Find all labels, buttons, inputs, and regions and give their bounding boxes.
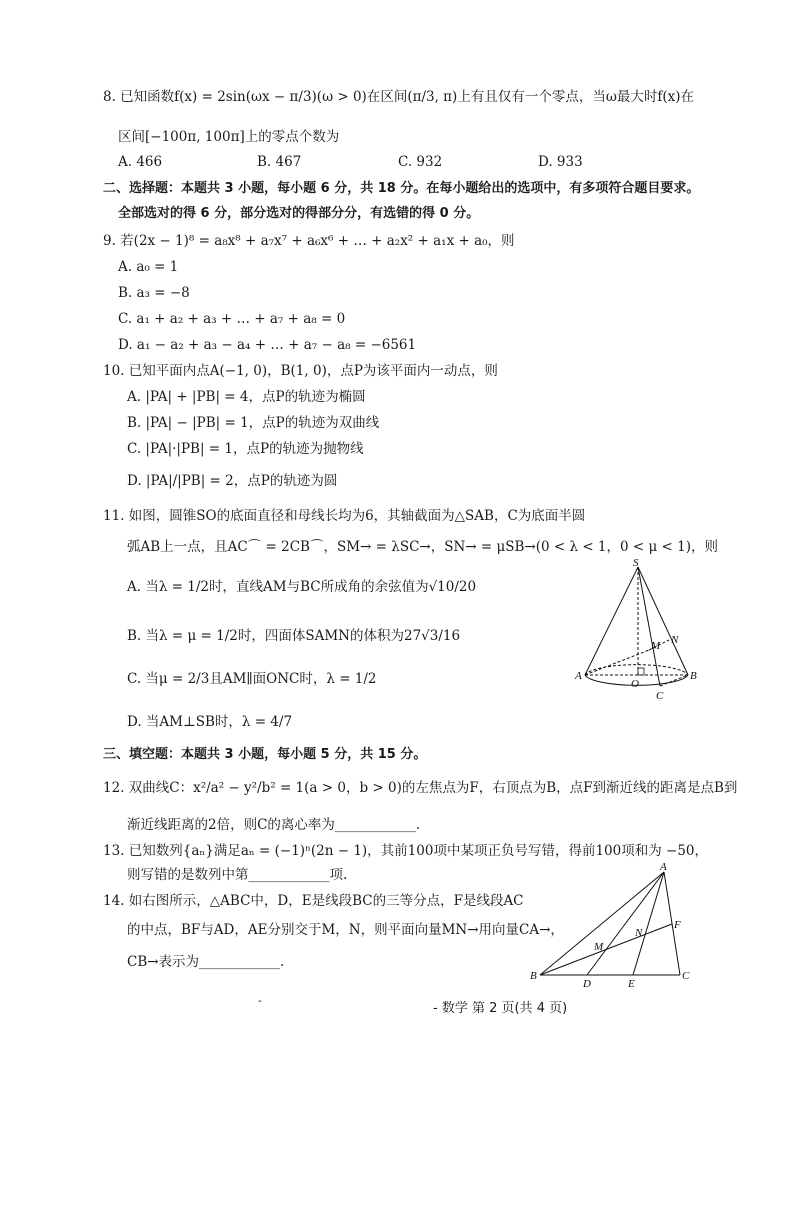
cone-edge-sa: [585, 567, 638, 675]
q11-option-d: D. 当AM⊥SB时，λ = 4/7: [127, 714, 293, 730]
q8-option-a: A. 466: [118, 154, 163, 170]
section2-note: 全部选对的得 6 分，部分选对的得部分分，有选错的得 0 分。: [118, 206, 480, 221]
label-n: N: [671, 634, 679, 646]
label-n: N: [635, 927, 643, 939]
q11-line2: 弧AB上一点，且AC⌒ = 2CB⌒，SM→ = λSC→，SN→ = μSB→(0 < λ < 1，0 < μ < 1)，则: [127, 539, 719, 555]
q11-line1: 11. 如图，圆锥SO的底面直径和母线长均为6，其轴截面为△SAB，C为底面半圆: [103, 508, 586, 524]
q12-line1: 12. 双曲线C：x²/a² − y²/b² = 1(a > 0，b > 0)的左焦点为F，右顶点为B，点F到渐近线的距离是点B到: [103, 780, 738, 796]
label-d: D: [583, 978, 591, 990]
q10-option-b: B. |PA| − |PB| = 1，点P的轨迹为双曲线: [127, 415, 380, 431]
section2-title: 二、选择题：本题共 3 小题，每小题 6 分，共 18 分。在每小题给出的选项中，有多项符合题目要求。: [103, 181, 700, 196]
label-s: S: [633, 557, 639, 569]
q12-line2: 渐近线距离的2倍，则C的离心率为____________.: [127, 817, 421, 833]
q8-line2: 区间[−100π, 100π]上的零点个数为: [118, 129, 340, 145]
segment-ad: [587, 872, 664, 975]
q11-option-b: B. 当λ = μ = 1/2时，四面体SAMN的体积为27√3/16: [127, 628, 461, 644]
label-o: O: [631, 678, 639, 690]
q14-line3: CB→表示为____________.: [127, 954, 285, 970]
label-c: C: [682, 970, 690, 982]
label-m: M: [651, 640, 661, 652]
segment-am: [585, 650, 649, 675]
q11-option-c: C. 当μ = 2/3且AM∥面ONC时，λ = 1/2: [127, 671, 377, 687]
right-angle-mark: [638, 668, 644, 675]
label-b: B: [530, 970, 537, 982]
footer-dash: -: [258, 994, 262, 1007]
q9-stem: 9. 若(2x − 1)⁸ = a₈x⁸ + a₇x⁷ + a₆x⁶ + … + a₂x² + a₁x + a₀，则: [103, 233, 515, 249]
label-b: B: [690, 670, 697, 682]
triangle-figure: [528, 860, 698, 990]
q10-option-c: C. |PA|·|PB| = 1，点P的轨迹为抛物线: [127, 441, 364, 457]
label-a: A: [575, 670, 582, 682]
page-footer: - 数学 第 2 页(共 4 页): [433, 1001, 568, 1016]
q14-line2: 的中点，BF与AD，AE分别交于M，N，则平面向量MN→用向量CA→，: [127, 922, 564, 938]
q11-option-a: A. 当λ = 1/2时，直线AM与BC所成角的余弦值为√10/20: [127, 579, 477, 595]
q10-option-a: A. |PA| + |PB| = 4，点P的轨迹为椭圆: [127, 389, 366, 405]
segment-cb: [660, 675, 688, 686]
q10-stem: 10. 已知平面内点A(−1, 0)，B(1, 0)，点P为该平面内一动点，则: [103, 363, 498, 379]
label-m: M: [594, 941, 604, 953]
segment-ae: [633, 872, 664, 975]
q14-line1: 14. 如右图所示，△ABC中，D，E是线段BC的三等分点，F是线段AC: [103, 893, 524, 909]
q10-option-d: D. |PA|/|PB| = 2，点P的轨迹为圆: [127, 473, 338, 489]
label-f: F: [674, 919, 681, 931]
q8-option-d: D. 933: [538, 154, 583, 170]
q9-option-b: B. a₃ = −8: [118, 285, 190, 301]
cone-figure: [570, 555, 705, 705]
label-a: A: [660, 861, 667, 873]
section3-title: 三、填空题：本题共 3 小题，每小题 5 分，共 15 分。: [103, 747, 427, 762]
q9-option-a: A. a₀ = 1: [118, 259, 179, 275]
q8-option-b: B. 467: [257, 154, 302, 170]
side-ba: [540, 872, 664, 975]
q8-option-c: C. 932: [398, 154, 443, 170]
q8-line1: 8. 已知函数f(x) = 2sin(ωx − π/3)(ω > 0)在区间(π/3, π)上有且仅有一个零点，当ω最大时f(x)在: [103, 89, 694, 105]
q13-line2: 则写错的是数列中第____________项.: [127, 867, 348, 883]
q9-option-c: C. a₁ + a₂ + a₃ + … + a₇ + a₈ = 0: [118, 311, 346, 327]
label-c: C: [656, 690, 664, 702]
cone-base-back: [585, 665, 688, 675]
cone-edge-sb: [638, 567, 688, 675]
segment-bf: [540, 924, 672, 975]
q13-line1: 13. 已知数列{aₙ}满足aₙ = (−1)ⁿ(2n − 1)，其前100项中某项正负号写错，得前100项和为 −50，: [103, 843, 709, 859]
q9-option-d: D. a₁ − a₂ + a₃ − a₄ + … + a₇ − a₈ = −6561: [118, 337, 417, 353]
label-e: E: [628, 978, 635, 990]
